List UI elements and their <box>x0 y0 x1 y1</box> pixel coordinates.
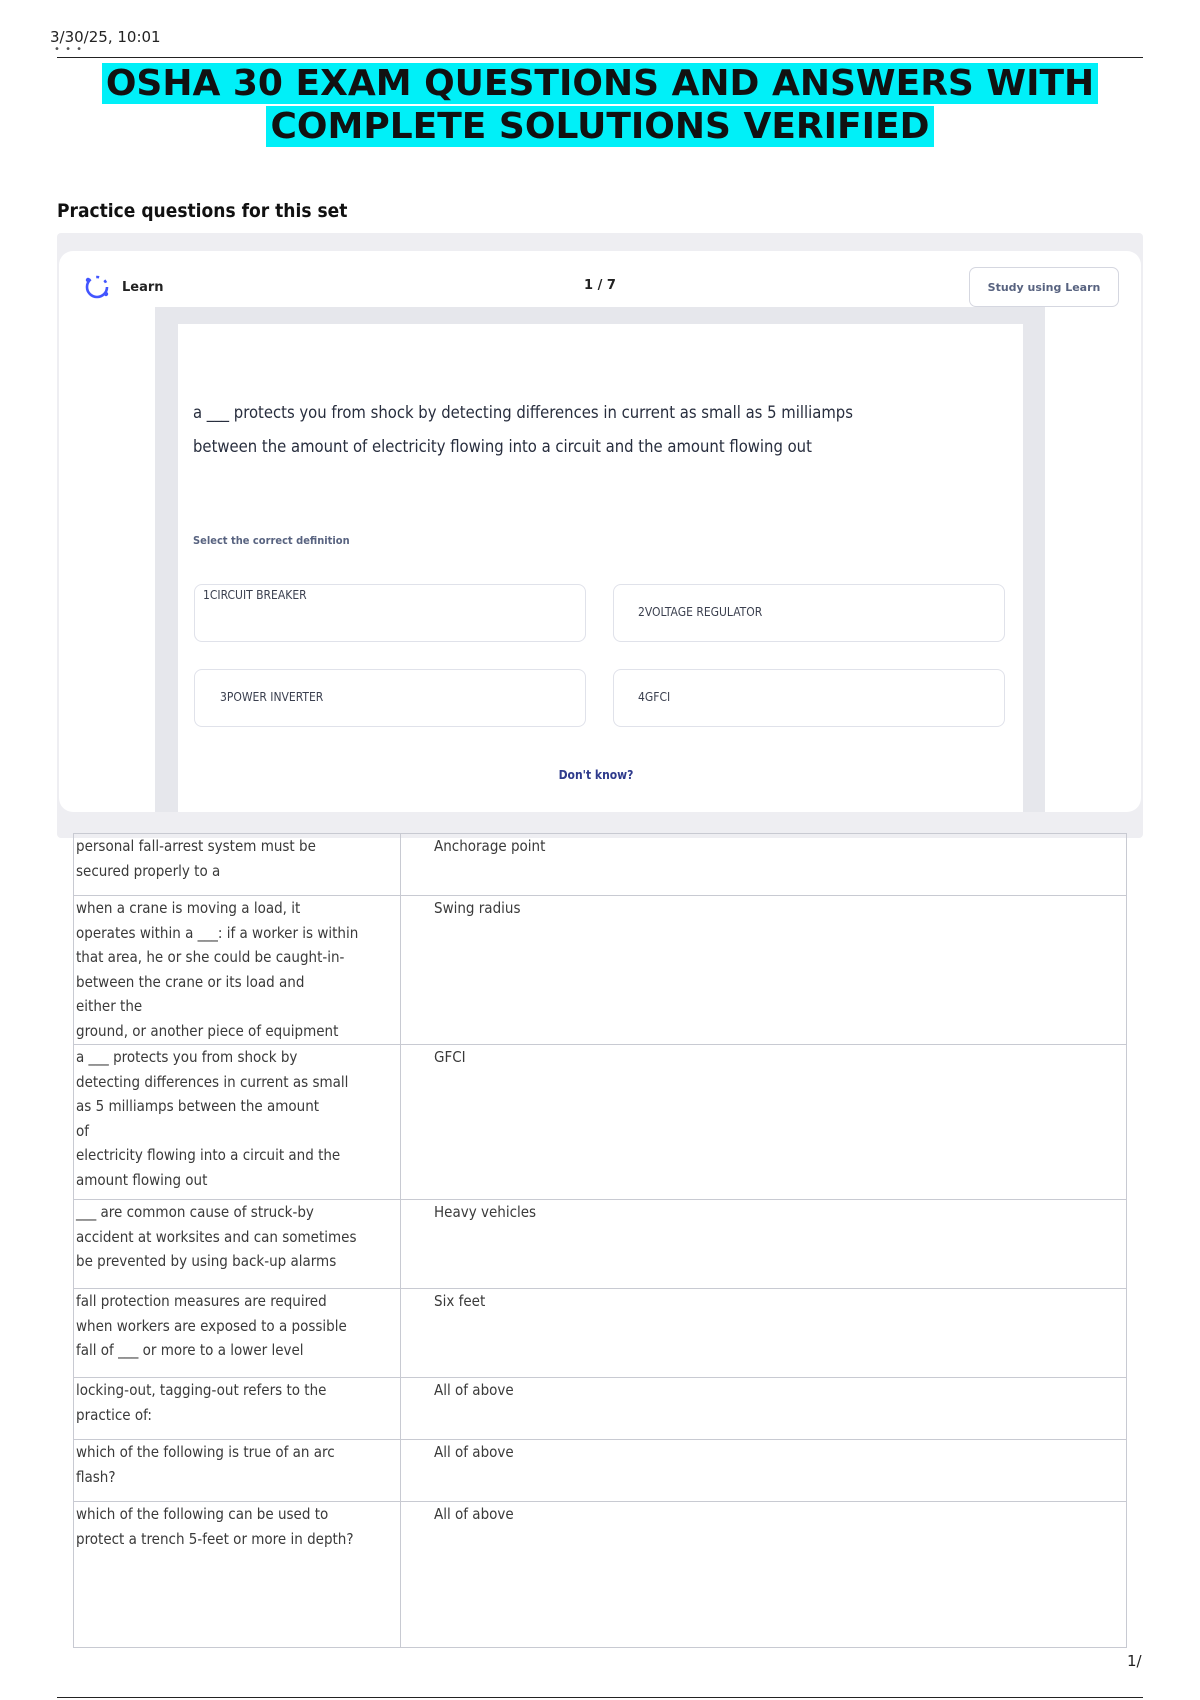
table-row <box>74 1045 1127 1200</box>
term-answer: All of above <box>401 1502 1127 1648</box>
learn-icon <box>82 272 112 302</box>
table-row <box>74 1378 1127 1440</box>
answer-option-3[interactable]: 3POWER INVERTER <box>194 669 586 727</box>
question-line: a ___ protects you from shock by <box>76 1048 298 1066</box>
question-line: when workers are exposed to a possible <box>76 1316 347 1335</box>
term-question <box>74 896 401 1045</box>
question-line: secured properly to a <box>76 861 221 880</box>
header-divider <box>57 57 1143 58</box>
question-line: accident at worksites and can sometimes <box>76 1227 357 1246</box>
answer-option-1[interactable]: 1CIRCUIT BREAKER <box>194 584 586 642</box>
table-row <box>74 896 1127 1045</box>
question-line: be prevented by using back-up alarms <box>76 1252 337 1270</box>
progress-counter: 1 / 7 <box>584 278 616 293</box>
ellipsis-marker: • • • <box>54 44 84 55</box>
question-line: between the crane or its load and <box>76 972 305 991</box>
term-question <box>74 1378 401 1440</box>
learn-mode-header <box>82 272 164 302</box>
study-using-learn-button[interactable]: Study using Learn <box>969 267 1119 307</box>
question-line: electricity flowing into a circuit and the <box>76 1146 341 1164</box>
term-answer: GFCI <box>401 1045 1127 1200</box>
question-line-1: a ___ protects you from shock by detecting differences in current as small as 5 milliamps <box>193 403 853 422</box>
table-row <box>74 1200 1127 1289</box>
question-line: which of the following can be used to <box>76 1505 329 1523</box>
document-title <box>0 62 1200 148</box>
question-line: that area, he or she could be caught-in- <box>76 948 345 966</box>
answer-option-4[interactable]: 4GFCI <box>613 669 1005 727</box>
term-answer: Six feet <box>401 1289 1127 1378</box>
term-question <box>74 1440 401 1502</box>
footer-divider <box>57 1697 1143 1698</box>
table-row <box>74 1502 1127 1648</box>
question-line: amount flowing out <box>76 1170 208 1189</box>
question-text <box>193 396 953 464</box>
question-line: of <box>76 1121 90 1140</box>
term-question <box>74 1289 401 1378</box>
question-line: as 5 milliamps between the amount <box>76 1097 320 1115</box>
term-answer: Swing radius <box>401 896 1127 1045</box>
learn-label: Learn <box>122 279 164 295</box>
question-line: ground, or another piece of equipment <box>76 1021 339 1040</box>
question-line: personal fall-arrest system must be <box>76 837 316 855</box>
terms-table <box>73 833 1127 1648</box>
term-question <box>74 1502 401 1648</box>
question-line: detecting differences in current as small <box>76 1072 349 1091</box>
question-line-2: between the amount of electricity flowing into a circuit and the amount flowing out <box>193 437 812 456</box>
title-line-2: COMPLETE SOLUTIONS VERIFIED <box>266 106 933 147</box>
term-answer: Heavy vehicles <box>401 1200 1127 1289</box>
question-line: when a crane is moving a load, it <box>76 899 301 917</box>
term-question <box>74 1200 401 1289</box>
dont-know-link[interactable]: Don't know? <box>558 768 634 782</box>
table-row <box>74 1440 1127 1502</box>
question-line: protect a trench 5-feet or more in depth? <box>76 1529 354 1548</box>
answer-option-2[interactable]: 2VOLTAGE REGULATOR <box>613 584 1005 642</box>
table-row <box>74 1289 1127 1378</box>
question-line: either the <box>76 997 143 1015</box>
title-line-1: OSHA 30 EXAM QUESTIONS AND ANSWERS WITH <box>102 63 1098 104</box>
term-answer: Anchorage point <box>401 834 1127 896</box>
select-prompt: Select the correct definition <box>193 534 350 547</box>
page-number: 1/ <box>1127 1652 1142 1670</box>
question-line: locking-out, tagging-out refers to the <box>76 1381 327 1399</box>
section-heading: Practice questions for this set <box>57 200 348 222</box>
question-line: ___ are common cause of struck-by <box>76 1203 314 1221</box>
question-line: fall protection measures are required <box>76 1292 327 1310</box>
question-line: flash? <box>76 1467 116 1486</box>
term-answer: All of above <box>401 1440 1127 1502</box>
term-question <box>74 834 401 896</box>
question-line: operates within a ___: if a worker is within <box>76 923 359 942</box>
print-timestamp: 3/30/25, 10:01 <box>50 28 161 46</box>
term-question <box>74 1045 401 1200</box>
question-line: practice of: <box>76 1405 152 1424</box>
question-line: which of the following is true of an arc <box>76 1443 335 1461</box>
table-row <box>74 834 1127 896</box>
term-answer: All of above <box>401 1378 1127 1440</box>
question-line: fall of ___ or more to a lower level <box>76 1341 304 1359</box>
